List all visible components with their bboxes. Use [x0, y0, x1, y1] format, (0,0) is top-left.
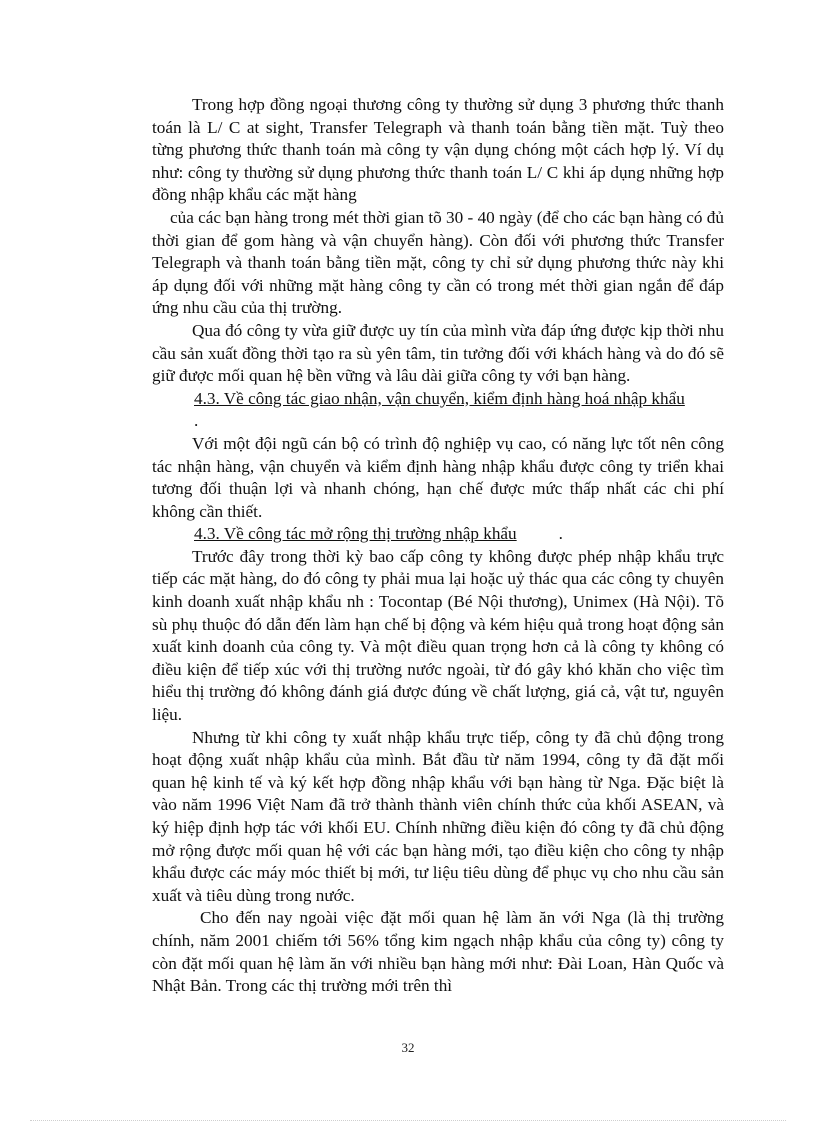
- section-heading-logistics-period: .: [194, 411, 199, 431]
- paragraph-payment-methods: Trong hợp đồng ngoại thương công ty thường sử dụng 3 phương thức thanh toán là L/ C at sight, Transfer Telegraph và thanh toán bằng tiền mặt. Tuỳ theo từng phương thức thanh toán mà công ty vận dụng chóng một cách hợp lý. Ví dụ như: công ty thường sử dụng phương thức thanh toán L/ C khi áp dụng những hợp đồng nhập khẩu các mặt hàng: [152, 95, 724, 205]
- paragraph-direct-import: Nhưng từ khi công ty xuất nhập khẩu trực tiếp, công ty đã chủ động trong hoạt động xuất nhập khẩu của mình. Bắt đầu từ năm 1994, công ty đã đặt mối quan hệ kinh tế và ký kết hợp đồng nhập khẩu với bạn hàng từ Nga. Đặc biệt là vào năm 1996 Việt Nam đã trở thành thành viên chính thức của khối ASEAN, và ký hiệp định hợp tác với khối EU. Chính những điều kiện đó công ty đã chủ động mở rộng được mối quan hệ với các bạn hàng mới, tạo điều kiện cho công ty nhập khẩu được các máy móc thiết bị mới, tư liệu tiêu dùng để phục vụ cho nhu cầu sản xuất và tiêu dùng trong nước.: [152, 727, 724, 905]
- page-number: 32: [401, 1040, 415, 1055]
- section-heading-market-expansion: [152, 523, 724, 546]
- paragraph-logistics: Với một đội ngũ cán bộ có trình độ nghiệp vụ cao, có năng lực tốt nên công tác nhận hàng, vận chuyển và kiểm định hàng nhập khẩu được công ty triển khai tương đối thuận lợi và nhanh chóng, hạn chế được mức thấp nhất các chi phí không cần thiết.: [152, 433, 724, 521]
- page-bottom-border: [30, 1120, 786, 1121]
- section-heading-logistics: [152, 388, 724, 433]
- section-heading-market-expansion-text: 4.3. Về công tác mở rộng thị trường nhập khẩu: [194, 524, 517, 544]
- section-heading-logistics-text: 4.3. Về công tác giao nhận, vận chuyển, kiểm định hàng hoá nhập khẩu: [194, 388, 685, 408]
- section-heading-market-expansion-period: .: [558, 524, 563, 544]
- paragraph-payment-continuation: của các bạn hàng trong mét thời gian tõ 30 - 40 ngày (để cho các bạn hàng có đủ thời gian để gom hàng và vận chuyển hàng). Còn đối với phương thức Transfer Telegraph và thanh toán bằng tiền mặt, công ty chỉ sử dụng phương thức này khi áp dụng đối với những mặt hàng công ty cần có trong mét thời gian ngắn để đáp ứng nhu cầu của thị trường.: [152, 207, 724, 318]
- paragraph-history: Trước đây trong thời kỳ bao cấp công ty không được phép nhập khẩu trực tiếp các mặt hàng, do đó công ty phải mua lại hoặc uỷ thác qua các công ty chuyên kinh doanh xuất nhập khẩu nh : Tocontap (Bé Nội thương), Unimex (Hà Nội). Tõ sù phụ thuộc đó dẫn đến làm hạn chế bị động và kém hiệu quả trong hoạt động sản xuất kinh doanh của công ty. Và một điều quan trọng hơn cả là công ty không có điều kiện để tiếp xúc với thị trường nước ngoài, từ đó gây khó khăn cho việc tìm hiểu thị trường đó không đánh giá được đúng về chất lượng, giá cả, vật tư, nguyên liệu.: [152, 546, 724, 725]
- document-body: [152, 94, 724, 998]
- paragraph-reputation: Qua đó công ty vừa giữ được uy tín của mình vừa đáp ứng được kịp thời nhu cầu sản xuất đồng thời tạo ra sù yên tâm, tin tưởng đối với khách hàng và do đó sẽ giữ được mối quan hệ bền vững và lâu dài giữa công ty với bạn hàng.: [152, 320, 724, 386]
- paragraph-new-markets: Cho đến nay ngoài việc đặt mối quan hệ làm ăn với Nga (là thị trường chính, năm 2001 chiếm tới 56% tổng kim ngạch nhập khẩu của công ty) công ty còn đặt mối quan hệ làm ăn với nhiều bạn hàng mới như: Đài Loan, Hàn Quốc và Nhật Bản. Trong các thị trường mới trên thì: [152, 908, 724, 996]
